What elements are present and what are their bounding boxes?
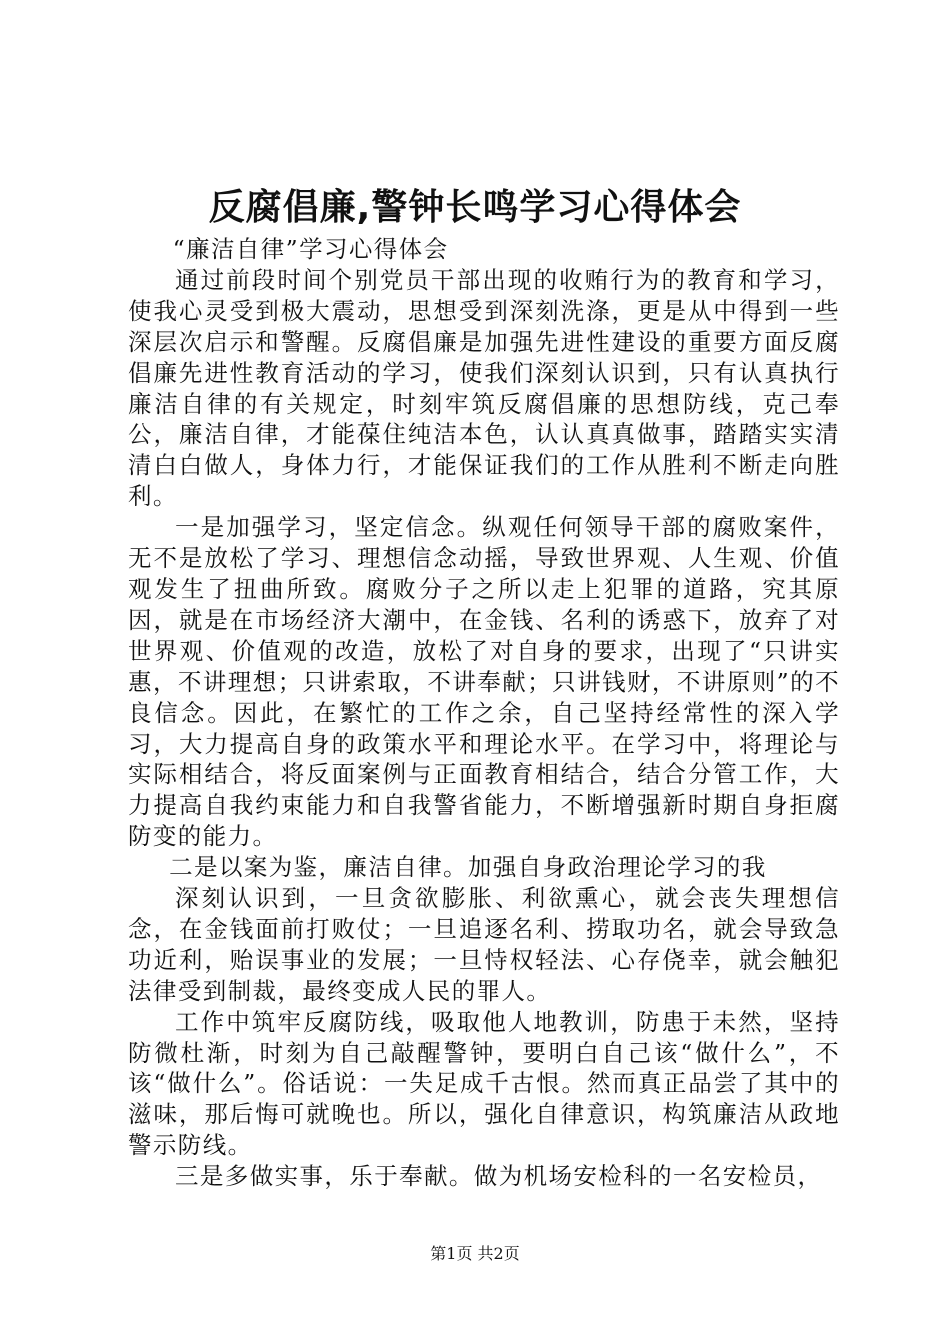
document-title: 反腐倡廉,警钟长鸣学习心得体会 (208, 187, 742, 228)
intro-paragraph: 通过前段时间个别党员干部出现的收贿行为的教育和学习，使我心灵受到极大震动，思想受到深刻洗涤，更是从中得到一些深层次启示和警醒。反腐倡廉是加强先进性建设的重要方面反腐倡廉先进性教育活动的学习，使我们深刻认识到，只有认真执行廉洁自律的有关规定，时刻牢筑反腐倡廉的思想防线，克己奉公，廉洁自律，才能葆住纯洁本色，认认真真做事，踏踏实实清清白白做人，身体力行，才能保证我们的工作从胜利不断走向胜利。 (128, 265, 840, 511)
document-body (128, 234, 840, 1192)
defense-line-paragraph: 工作中筑牢反腐防线，吸取他人地教训，防患于未然，坚持防微杜渐，时刻为自己敲醒警钟，要明白自己该“做什么”，不该“做什么”。俗话说：一失足成千古恨。然而真正品尝了其中的滋味，那后悔可就晚也。所以，强化自律意识，构筑廉洁从政地警示防线。 (128, 1007, 840, 1160)
point-two-paragraph: 深刻认识到，一旦贪欲膨胀、利欲熏心，就会丧失理想信念，在金钱面前打败仗；一旦追逐名利、捞取功名，就会导致急功近利，贻误事业的发展；一旦恃权轻法、心存侥幸，就会触犯法律受到制裁，最终变成人民的罪人。 (128, 884, 840, 1005)
point-one-paragraph: 一是加强学习，坚定信念。纵观任何领导干部的腐败案件，无不是放松了学习、理想信念动摇，导致世界观、人生观、价值观发生了扭曲所致。腐败分子之所以走上犯罪的道路，究其原因，就是在市场经济大潮中，在金钱、名利的诱惑下，放弃了对世界观、价值观的改造，放松了对自身的要求，出现了“只讲实惠，不讲理想；只讲索取，不讲奉献；只讲钱财，不讲原则”的不良信念。因此，在繁忙的工作之余，自己坚持经常性的深入学习，大力提高自身的政策水平和理论水平。在学习中，将理论与实际相结合，将反面案例与正面教育相结合，结合分管工作，大力提高自我约束能力和自我警省能力，不断增强新时期自身拒腐防变的能力。 (128, 513, 840, 851)
subtitle-paragraph: “廉洁自律”学习心得体会 (172, 235, 449, 263)
page-number-footer: 第1页 共2页 (430, 1244, 520, 1263)
point-two-heading: 二是以案为鉴，廉洁自律。加强自身政治理论学习的我 (169, 853, 767, 882)
point-three-paragraph: 三是多做实事，乐于奉献。做为机场安检科的一名安检员， (175, 1162, 823, 1191)
